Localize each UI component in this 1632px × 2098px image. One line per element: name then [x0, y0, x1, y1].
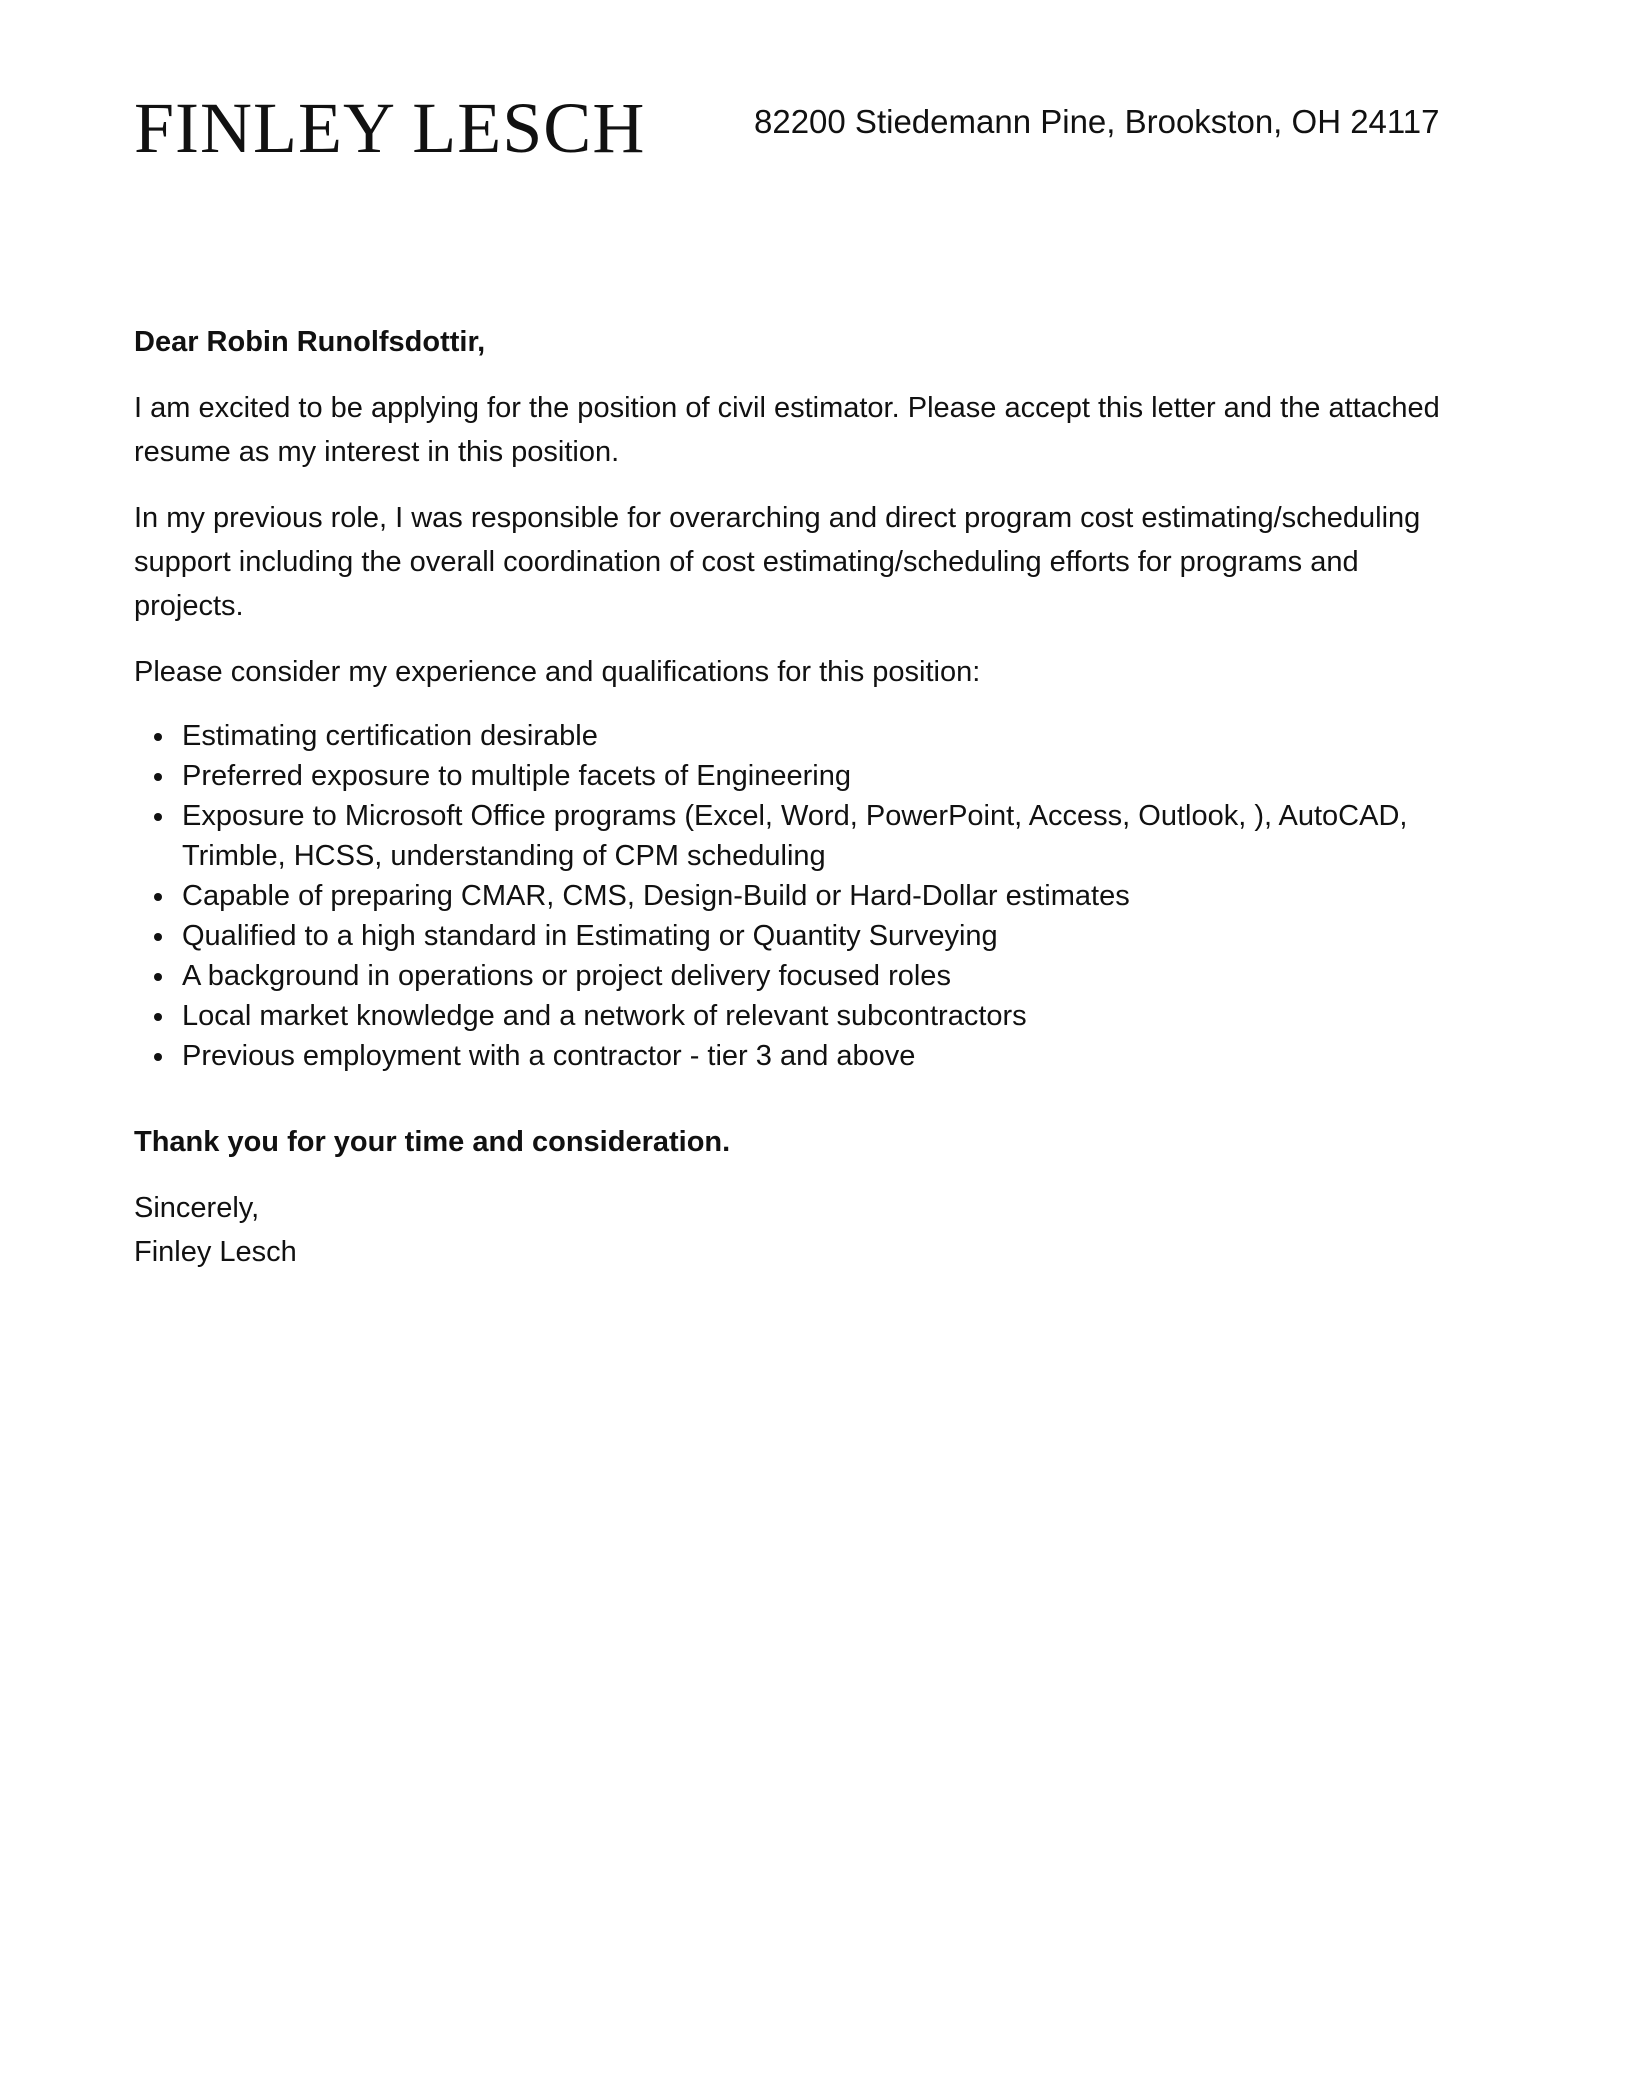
qualification-text: Previous employment with a contractor - tier 3 and above: [182, 1040, 916, 1072]
bullet-icon: [154, 813, 162, 821]
list-item: [134, 916, 1464, 956]
qualification-text: Capable of preparing CMAR, CMS, Design-Build or Hard-Dollar estimates: [182, 880, 1130, 912]
qualification-text: Qualified to a high standard in Estimating or Quantity Surveying: [182, 920, 998, 952]
letter-header: [134, 88, 1504, 178]
bullet-icon: [154, 1013, 162, 1021]
list-item: [134, 996, 1464, 1036]
qualification-text: Estimating certification desirable: [182, 720, 598, 752]
list-item: [134, 756, 1464, 796]
qualifications-list: [134, 716, 1464, 1076]
qualifications-intro: Please consider my experience and qualifications for this position:: [134, 656, 981, 688]
bullet-icon: [154, 733, 162, 741]
signature-name: Finley Lesch: [134, 1236, 297, 1268]
list-item: [134, 716, 1464, 756]
salutation: Dear Robin Runolfsdottir,: [134, 326, 486, 358]
closing: Sincerely,: [134, 1192, 260, 1224]
bullet-icon: [154, 933, 162, 941]
list-item: [134, 876, 1464, 916]
thank-you-line: Thank you for your time and consideration.: [134, 1126, 731, 1158]
bullet-icon: [154, 1053, 162, 1061]
qualification-text: Local market knowledge and a network of relevant subcontractors: [182, 1000, 1027, 1032]
bullet-icon: [154, 893, 162, 901]
list-item: [134, 1036, 1464, 1076]
bullet-icon: [154, 973, 162, 981]
bullet-icon: [154, 773, 162, 781]
applicant-name: FINLEY LESCH: [134, 88, 646, 168]
letter-body: [134, 320, 1464, 1274]
intro-paragraph: I am excited to be applying for the position of civil estimator. Please accept this letter and the attached resume as my interest in this position.: [134, 392, 1440, 468]
list-item: [134, 956, 1464, 996]
experience-paragraph: In my previous role, I was responsible for overarching and direct program cost estimating/scheduling support including the overall coordination of cost estimating/scheduling efforts for programs and projects.: [134, 502, 1421, 622]
qualification-text: A background in operations or project delivery focused roles: [182, 960, 951, 992]
qualification-text: Exposure to Microsoft Office programs (Excel, Word, PowerPoint, Access, Outlook, ), AutoCAD, Trimble, HCSS, understanding of CPM scheduling: [182, 800, 1408, 872]
qualification-text: Preferred exposure to multiple facets of Engineering: [182, 760, 851, 792]
list-item: [134, 796, 1464, 876]
applicant-address: 82200 Stiedemann Pine, Brookston, OH 24117: [754, 103, 1440, 140]
